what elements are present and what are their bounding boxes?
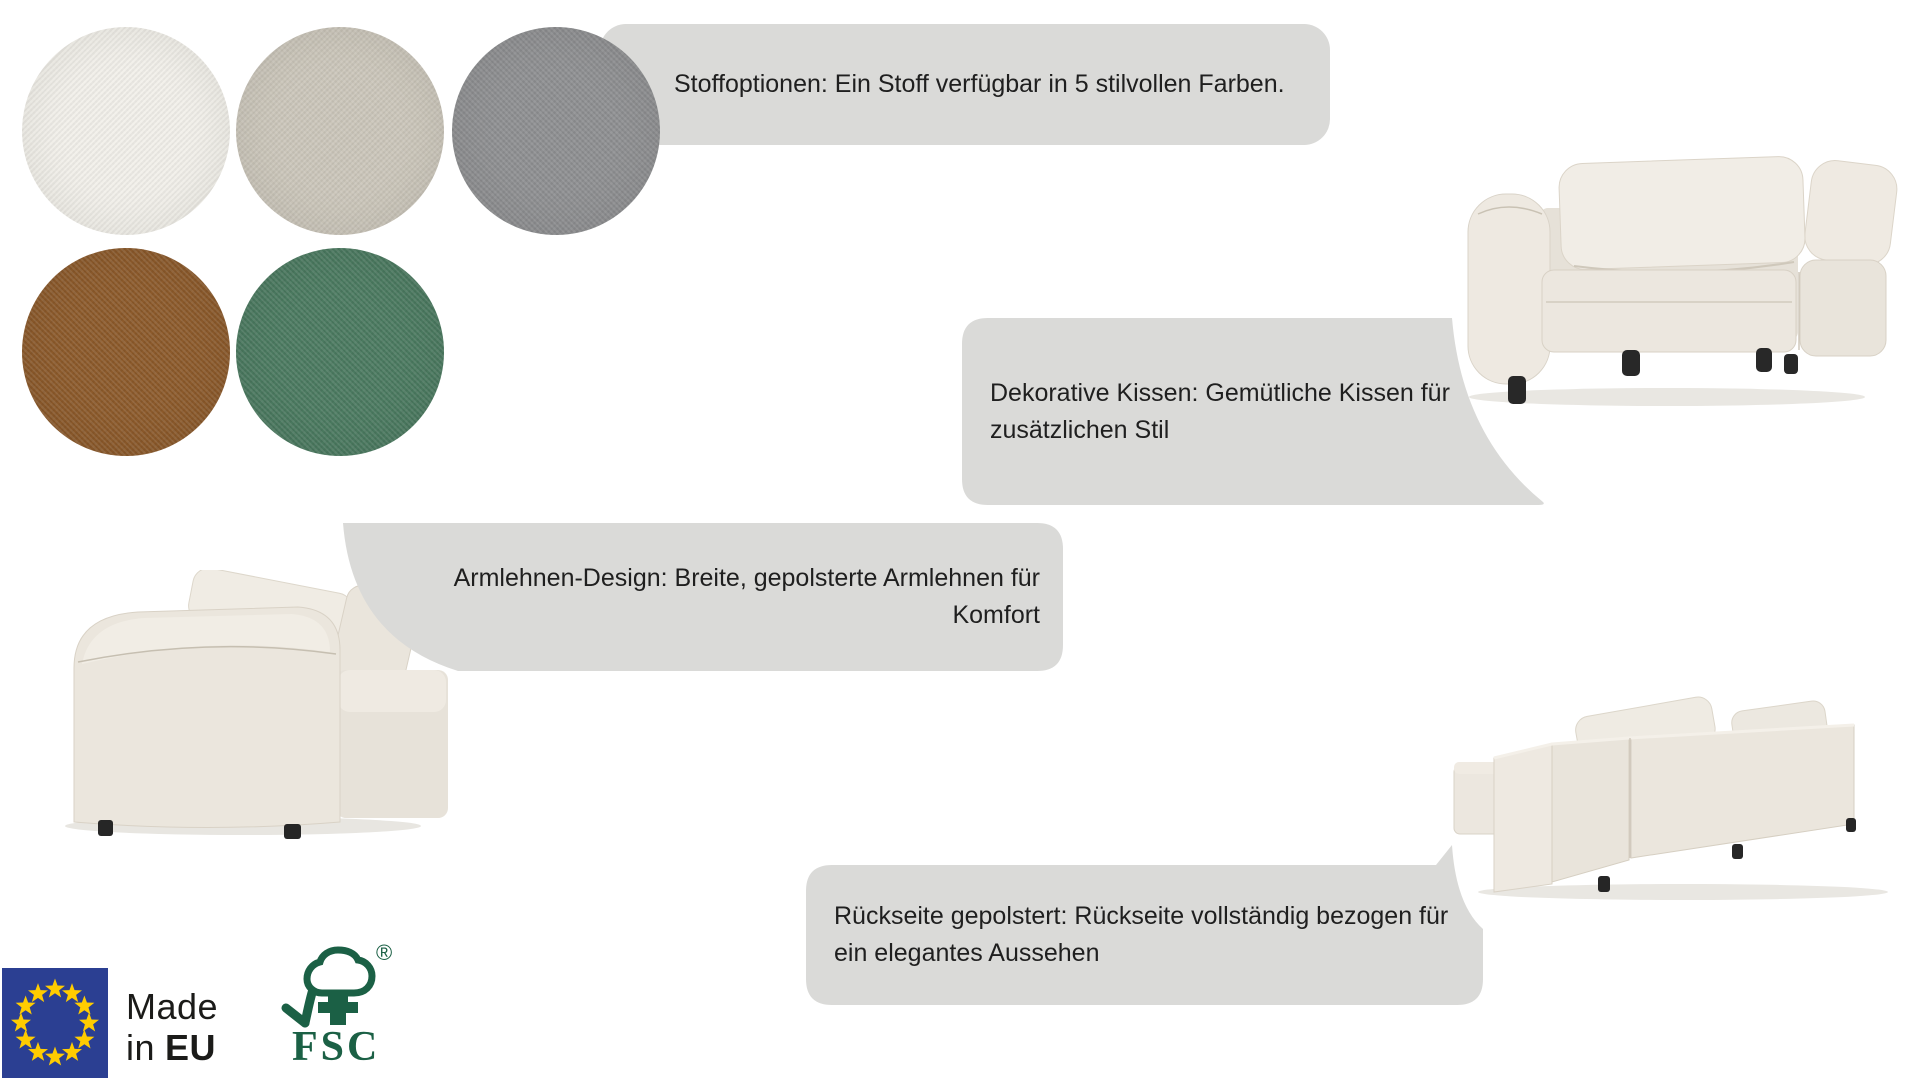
fabric-swatch-grey [452,27,660,235]
callout-pillows-text-line2: zusätzlichen Stil [990,415,1170,444]
fsc-tree-icon [286,950,372,1025]
callout-back [806,865,1470,1005]
callout-pillows [962,318,1546,505]
callout-armrest-text-line1: Armlehnen-Design: Breite, gepolsterte Armlehnen für [453,564,1040,592]
made-in-eu-line2 [126,1027,218,1068]
eu-flag [2,968,108,1078]
fabric-swatch-white [22,27,230,235]
callout-back-text-line1: Rückseite gepolstert: Rückseite vollständig bezogen für [834,902,1449,930]
fabric-swatch-green [236,248,444,456]
callout-back-text-line2: ein elegantes Aussehen [834,939,1100,967]
fabric-swatch-brown [22,248,230,456]
sofa-back-view-image [1448,692,1908,910]
callout-armrest-text-line2: Komfort [952,601,1040,629]
callout-fabric-options [600,24,1330,145]
made-in-eu-line1: Made [126,986,219,1027]
callout-pillows-text-line1: Dekorative Kissen: Gemütliche Kissen für [990,378,1450,407]
fsc-registered-mark: ® [376,940,393,965]
made-in-eu-word-in: in [126,1027,156,1068]
fsc-logo [280,938,396,1070]
fsc-label: FSC [292,1024,381,1070]
fabric-swatch-beige [236,27,444,235]
made-in-eu-word-eu: EU [165,1027,217,1068]
callout-armrest [343,523,1063,671]
made-in-eu-label [126,986,218,1068]
callout-fabric-options-text: Stoffoptionen: Ein Stoff verfügbar in 5 stilvollen Farben. [674,70,1285,98]
